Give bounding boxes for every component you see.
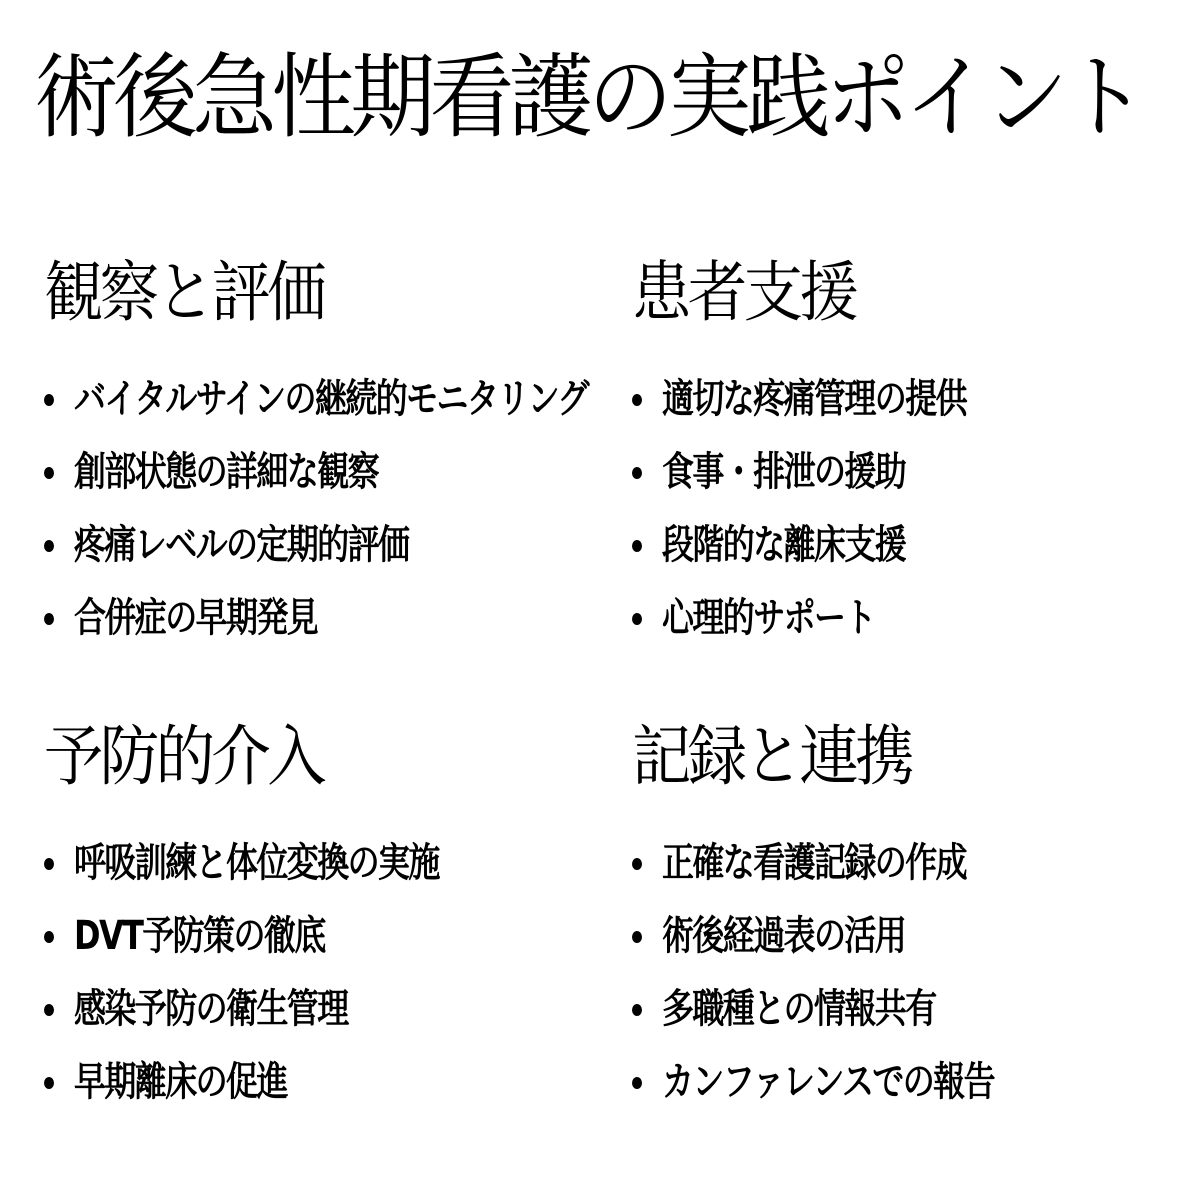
bullet-list: [632, 374, 1179, 666]
list-item: [632, 447, 1179, 520]
list-item-text: 心理的サポート: [662, 595, 875, 641]
bullet-icon: [632, 1077, 642, 1089]
section-heading: 患者支援: [632, 254, 856, 331]
list-item: [44, 1057, 604, 1130]
list-item-text: 創部状態の詳細な観察: [74, 449, 378, 495]
list-item: [632, 1057, 1179, 1130]
section-records-collaboration: [632, 712, 1179, 1130]
list-item-text: 段階的な離床支援: [662, 522, 906, 568]
list-item: [44, 447, 604, 520]
page-title: 術後急性期看護の実践ポイント: [34, 44, 1142, 151]
bullet-icon: [632, 858, 642, 870]
bullet-icon: [632, 540, 642, 552]
list-item-text: 食事・排泄の援助: [662, 449, 906, 495]
list-item: [632, 911, 1179, 984]
list-item: [632, 374, 1179, 447]
bullet-icon: [44, 540, 54, 552]
list-item: [632, 593, 1179, 666]
list-item-text: 正確な看護記録の作成: [662, 840, 966, 886]
bullet-icon: [44, 1077, 54, 1089]
list-item-text: DVT予防策の徹底: [74, 913, 325, 959]
list-item-text: 多職種との情報共有: [662, 986, 936, 1032]
list-item: [44, 984, 604, 1057]
bullet-icon: [632, 613, 642, 625]
bullet-icon: [44, 467, 54, 479]
bullet-icon: [44, 1004, 54, 1016]
list-item: [44, 593, 604, 666]
list-item: [44, 520, 604, 593]
section-observation: [44, 248, 604, 666]
bullet-icon: [44, 613, 54, 625]
list-item-text: 術後経過表の活用: [662, 913, 906, 959]
bullet-list: [632, 838, 1179, 1130]
bullet-list: [44, 838, 604, 1130]
list-item-text: 適切な疼痛管理の提供: [662, 376, 966, 422]
list-item: [632, 520, 1179, 593]
bullet-icon: [632, 931, 642, 943]
list-item-text: 感染予防の衛生管理: [74, 986, 348, 1032]
section-preventive-intervention: [44, 712, 604, 1130]
list-item: [632, 838, 1179, 911]
bullet-icon: [632, 467, 642, 479]
list-item-text: 呼吸訓練と体位変換の実施: [74, 840, 439, 886]
list-item-text: カンファレンスでの報告: [662, 1059, 994, 1105]
list-item: [44, 911, 604, 984]
list-item: [44, 374, 604, 447]
bullet-icon: [632, 394, 642, 406]
bullet-icon: [44, 394, 54, 406]
list-item-text: 疼痛レベルの定期的評価: [74, 522, 409, 568]
bullet-icon: [44, 931, 54, 943]
section-heading: 予防的介入: [44, 718, 323, 795]
list-item: [632, 984, 1179, 1057]
bullet-icon: [632, 1004, 642, 1016]
list-item: [44, 838, 604, 911]
list-item-text: バイタルサインの継続的モニタリング: [74, 376, 588, 422]
bullet-icon: [44, 858, 54, 870]
list-item-text: 早期離床の促進: [74, 1059, 287, 1105]
list-item-text: 合併症の早期発見: [74, 595, 318, 641]
section-heading: 観察と評価: [44, 254, 323, 331]
section-patient-support: [632, 248, 1179, 666]
section-heading: 記録と連携: [632, 718, 911, 795]
bullet-list: [44, 374, 604, 666]
